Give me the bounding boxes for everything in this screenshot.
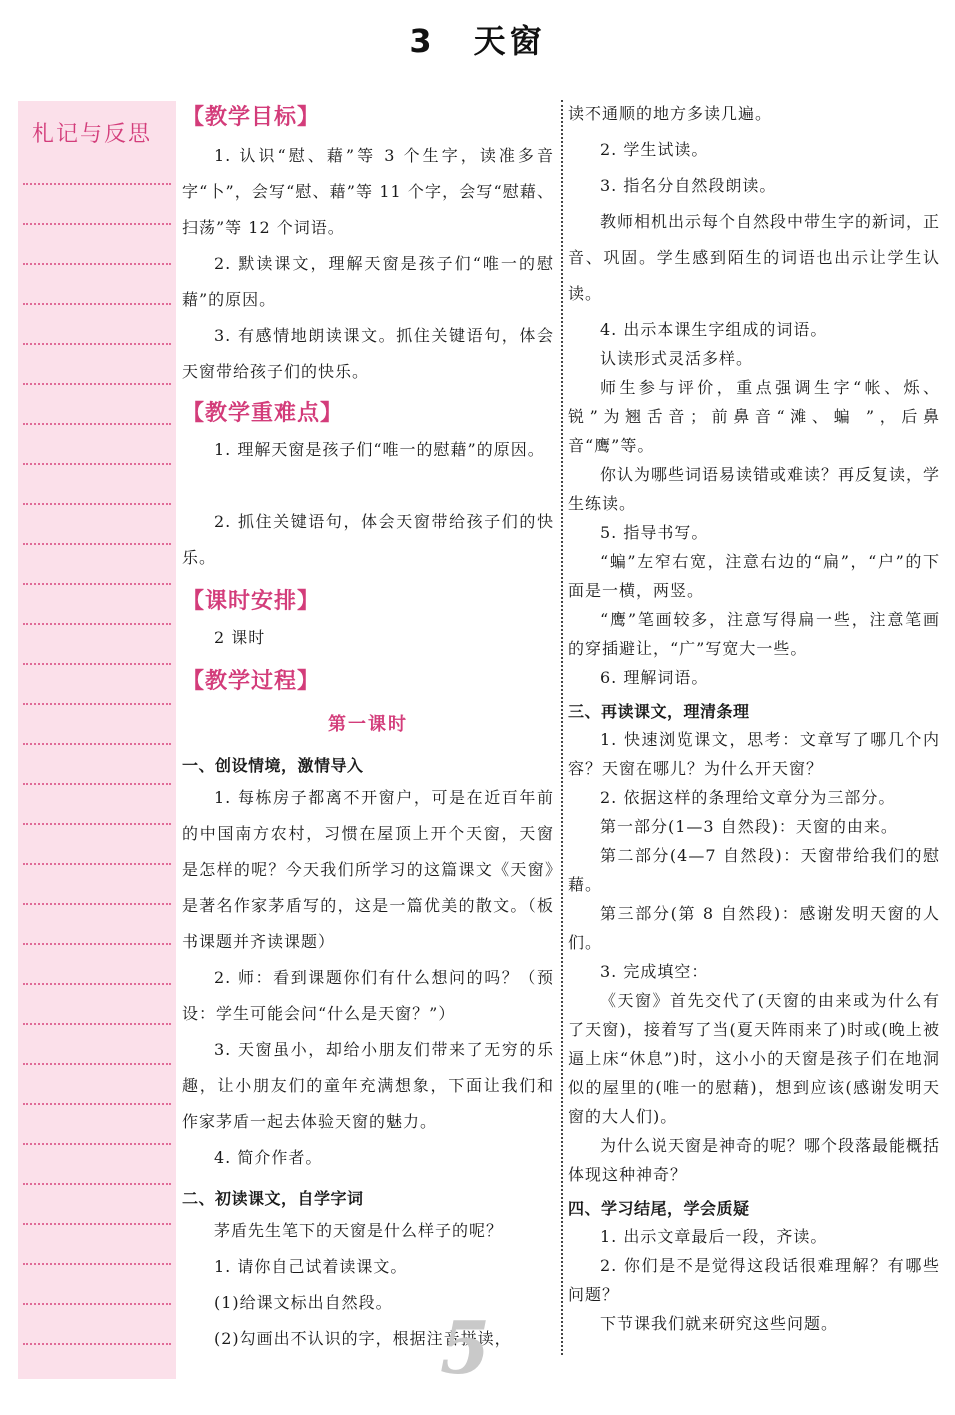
paragraph: 读不通顺的地方多读几遍。 — [568, 104, 773, 123]
paragraph: 认读形式灵活多样。 — [600, 349, 754, 368]
section-heading-process: 【教学过程】 — [182, 669, 321, 694]
paragraph: 2. 师：看到课题你们有什么想问的吗？（预设：学生可能会问“什么是天窗？”） — [182, 968, 554, 1023]
section-heading-goals: 【教学目标】 — [182, 105, 321, 130]
note-line — [23, 623, 171, 625]
note-line — [23, 1063, 171, 1065]
paragraph: 2 课时 — [214, 628, 266, 647]
paragraph: 6. 理解词语。 — [600, 668, 709, 687]
paragraph: (2)勾画出不认识的字，根据注音拼读， — [214, 1329, 512, 1348]
note-line — [23, 543, 171, 545]
paragraph: 5. 指导书写。 — [600, 523, 709, 542]
note-line — [23, 783, 171, 785]
paragraph: “蝙”左窄右宽，注意右边的“扁”，“户”的下面是一横，两竖。 — [568, 552, 940, 600]
paragraph: 2. 默读课文，理解天窗是孩子们“唯一的慰藉”的原因。 — [182, 254, 554, 309]
page-number: 5 — [440, 1305, 491, 1390]
note-line — [23, 1303, 171, 1305]
paragraph: 师生参与评价，重点强调生字“帐、烁、锐”为翘舌音；前鼻音“滩、蝙 ”，后鼻音“鹰”等。 — [568, 378, 940, 455]
paragraph: 下节课我们就来研究这些问题。 — [600, 1314, 839, 1333]
paragraph: 1. 每栋房子都离不开窗户，可是在近百年前的中国南方农村，习惯在屋顶上开个天窗，天窗是怎样的呢？今天我们所学习的这篇课文《天窗》是著名作家茅盾写的，这是一篇优美的散文。（板书课题并齐读课题） — [182, 788, 554, 951]
note-line — [23, 1023, 171, 1025]
paragraph: 2. 抓住关键语句，体会天窗带给孩子们的快乐。 — [182, 512, 554, 567]
paragraph: 1. 认识“慰、藉”等 3 个生字，读准多音字“卜”，会写“慰、藉”等 11 个字，会写“慰藉、扫荡”等 12 个词语。 — [182, 146, 554, 237]
paragraph: 第一部分(1—3 自然段)：天窗的由来。 — [600, 817, 898, 836]
lesson-title: 天窗 — [473, 22, 546, 60]
note-line — [23, 1223, 171, 1225]
note-line — [23, 743, 171, 745]
lesson-subtitle: 第一课时 — [328, 714, 408, 735]
note-line — [23, 1183, 171, 1185]
column-divider — [561, 100, 563, 1355]
note-line — [23, 303, 171, 305]
note-line — [23, 1263, 171, 1265]
paragraph: 3. 指名分自然段朗读。 — [600, 176, 777, 195]
notes-sidebar — [18, 101, 176, 1379]
paragraph: 《天窗》首先交代了(天窗的由来或为什么有了天窗)，接着写了当(夏天阵雨来了)时或(晚上被逼上床“休息”)时，这小小的天窗是孩子们在地洞似的屋里的(唯一的慰藉)，想到应该(感谢发明天窗的大人们)。 — [568, 991, 940, 1126]
paragraph: 3. 天窗虽小，却给小朋友们带来了无穷的乐趣，让小朋友们的童年充满想象，下面让我们和作家茅盾一起去体验天窗的魅力。 — [182, 1040, 554, 1131]
paragraph: 4. 出示本课生字组成的词语。 — [600, 320, 828, 339]
note-line — [23, 1343, 171, 1345]
paragraph: 2. 你们是不是觉得这段话很难理解？有哪些问题？ — [568, 1256, 940, 1304]
note-line — [23, 423, 171, 425]
sidebar-title: 札记与反思 — [32, 122, 153, 147]
note-line — [23, 983, 171, 985]
step-heading: 三、再读课文，理清条理 — [568, 702, 750, 721]
paragraph: (1)给课文标出自然段。 — [214, 1293, 393, 1312]
note-line — [23, 943, 171, 945]
paragraph: 茅盾先生笔下的天窗是什么样子的呢？ — [214, 1221, 504, 1240]
note-line — [23, 1143, 171, 1145]
note-line — [23, 1103, 171, 1105]
note-line — [23, 823, 171, 825]
paragraph: 1. 请你自己试着读课文。 — [214, 1257, 408, 1276]
note-line — [23, 663, 171, 665]
paragraph: “鹰”笔画较多，注意写得扁一些，注意笔画的穿插避让，“广”写宽大一些。 — [568, 610, 940, 658]
step-heading: 二、初读课文，自学字词 — [182, 1189, 364, 1208]
paragraph: 1. 理解天窗是孩子们“唯一的慰藉”的原因。 — [214, 440, 545, 459]
note-line — [23, 503, 171, 505]
paragraph: 你认为哪些词语易读错或难读？再反复读，学生练读。 — [568, 465, 941, 513]
note-line — [23, 903, 171, 905]
paragraph: 2. 学生试读。 — [600, 140, 709, 159]
note-line — [23, 263, 171, 265]
section-heading-key-points: 【教学重难点】 — [182, 401, 344, 426]
paragraph: 3. 完成填空： — [600, 962, 709, 981]
note-line — [23, 583, 171, 585]
page-title — [0, 16, 955, 62]
step-heading: 四、学习结尾，学会质疑 — [568, 1199, 750, 1218]
note-line — [23, 183, 171, 185]
paragraph: 第二部分(4—7 自然段)：天窗带给我们的慰藉。 — [568, 846, 940, 894]
note-line — [23, 863, 171, 865]
paragraph: 3. 有感情地朗读课文。抓住关键语句，体会天窗带给孩子们的快乐。 — [182, 326, 554, 381]
paragraph: 为什么说天窗是神奇的呢？哪个段落最能概括体现这种神奇？ — [568, 1136, 941, 1184]
lesson-number: 3 — [409, 22, 436, 60]
paragraph: 2. 依据这样的条理给文章分为三部分。 — [600, 788, 896, 807]
note-line — [23, 703, 171, 705]
paragraph: 4. 简介作者。 — [214, 1148, 323, 1167]
note-line — [23, 223, 171, 225]
paragraph: 1. 出示文章最后一段，齐读。 — [600, 1227, 828, 1246]
paragraph: 第三部分(第 8 自然段)：感谢发明天窗的人们。 — [568, 904, 940, 952]
note-line — [23, 463, 171, 465]
note-line — [23, 343, 171, 345]
paragraph: 教师相机出示每个自然段中带生字的新词，正音、巩固。学生感到陌生的词语也出示让学生认读。 — [568, 212, 941, 303]
paragraph: 1. 快速浏览课文，思考：文章写了哪几个内容？天窗在哪儿？为什么开天窗？ — [568, 730, 940, 778]
note-line — [23, 383, 171, 385]
section-heading-schedule: 【课时安排】 — [182, 589, 321, 614]
step-heading: 一、创设情境，激情导入 — [182, 756, 364, 775]
